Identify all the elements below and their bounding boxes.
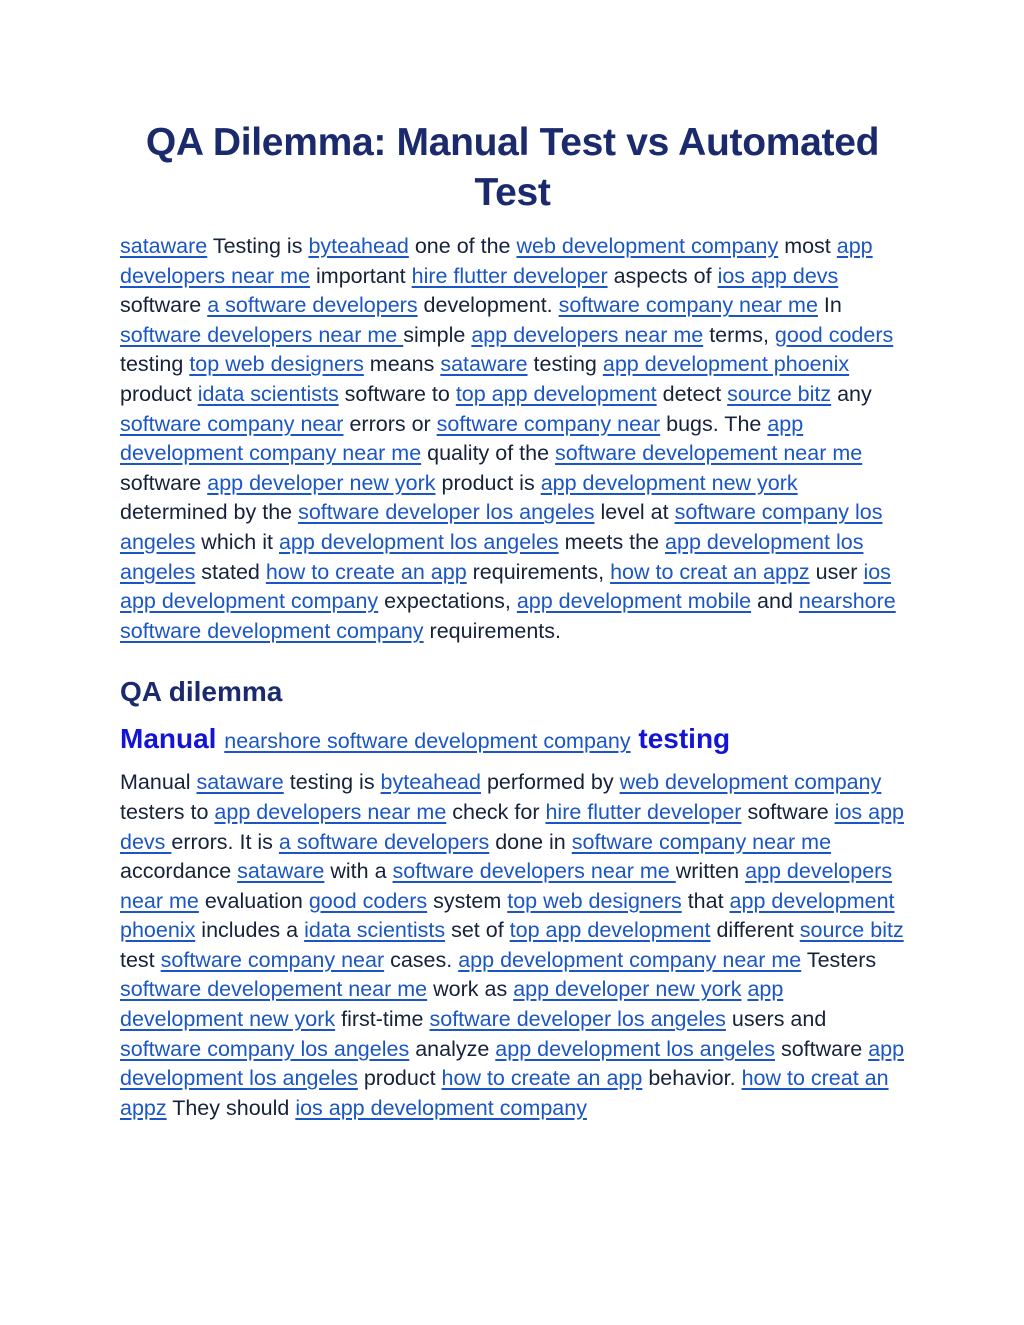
inline-text: test	[120, 947, 161, 972]
inline-text: quality of the	[421, 441, 556, 466]
inline-link[interactable]: app development company near me	[120, 411, 804, 466]
inline-link[interactable]: ios app devs	[120, 799, 905, 854]
inline-text: first-time	[335, 1007, 430, 1032]
inline-text: analyze	[409, 1036, 496, 1061]
inline-link[interactable]: hire flutter developer	[545, 799, 742, 824]
inline-link[interactable]: byteahead	[308, 234, 409, 258]
inline-link[interactable]: app developer new york	[513, 977, 742, 1002]
inline-link[interactable]: software company near me	[558, 293, 818, 318]
inline-link[interactable]: ios app development company	[120, 559, 891, 614]
inline-text: stated	[195, 559, 266, 584]
inline-text: set of	[445, 918, 510, 943]
inline-link[interactable]: how to creat an appz	[610, 559, 810, 584]
inline-link[interactable]: app development los angeles	[120, 529, 864, 584]
inline-text: Manual	[120, 770, 197, 795]
inline-link[interactable]: top web designers	[189, 352, 364, 377]
inline-text: any	[831, 381, 872, 406]
inline-text: product is	[435, 470, 541, 495]
inline-text: They should	[166, 1095, 296, 1120]
inline-text: behavior.	[642, 1066, 742, 1091]
inline-text: meets the	[558, 529, 666, 554]
inline-text: work as	[427, 977, 514, 1002]
subheading-after: testing	[638, 723, 731, 755]
intro-paragraph	[120, 232, 905, 646]
inline-link[interactable]: sataware	[196, 770, 284, 795]
inline-text: aspects of	[607, 263, 718, 288]
inline-link[interactable]: app developers near me	[120, 859, 893, 913]
inline-link[interactable]: how to create an app	[441, 1066, 643, 1091]
inline-link[interactable]: ios app devs	[717, 263, 839, 288]
inline-text: requirements,	[466, 559, 611, 584]
inline-text: accordance	[120, 859, 238, 884]
inline-text: errors or	[343, 411, 437, 436]
inline-text: software	[741, 799, 835, 824]
inline-link[interactable]: web development company	[619, 770, 882, 795]
subheading-before: Manual	[120, 723, 217, 755]
inline-link[interactable]: software developer los angeles	[429, 1007, 726, 1032]
inline-link[interactable]: app development company near me	[458, 947, 802, 972]
inline-text: Testers	[801, 947, 877, 972]
inline-text: requirements.	[423, 618, 561, 643]
inline-text: testing	[527, 352, 603, 377]
inline-link[interactable]: how to create an app	[265, 559, 467, 584]
inline-text: expectations,	[378, 589, 517, 614]
inline-link[interactable]: source bitz	[727, 381, 832, 406]
inline-text: one of the	[408, 234, 517, 258]
inline-text: with a	[324, 859, 393, 884]
inline-link[interactable]: app development new york	[540, 470, 798, 495]
inline-link[interactable]: source bitz	[799, 918, 904, 943]
inline-link[interactable]: software developers near me	[120, 322, 404, 347]
inline-link[interactable]: how to creat an appz	[120, 1066, 889, 1120]
inline-link[interactable]: software company near	[120, 411, 344, 436]
inline-link[interactable]: app development phoenix	[120, 888, 895, 943]
inline-text: means	[363, 352, 441, 377]
inline-link[interactable]: idata scientists	[304, 918, 446, 943]
inline-text: performed by	[480, 770, 620, 795]
manual-testing-subheading	[120, 720, 905, 760]
inline-link[interactable]: ios app development company	[295, 1095, 587, 1120]
inline-link[interactable]: top web designers	[507, 888, 682, 913]
inline-text: software	[120, 470, 208, 495]
inline-text: terms,	[703, 322, 775, 347]
inline-text: product	[357, 1066, 442, 1091]
subheading-link[interactable]: nearshore software development company	[224, 729, 631, 754]
inline-text: software	[120, 293, 208, 318]
inline-link[interactable]: a software developers	[207, 293, 418, 318]
inline-text: Testing is	[207, 234, 309, 258]
document-title: QA Dilemma: Manual Test vs Automated Test	[145, 121, 880, 214]
inline-link[interactable]: sataware	[237, 859, 325, 884]
manual-testing-paragraph	[120, 768, 905, 1123]
inline-link[interactable]: byteahead	[380, 770, 481, 795]
inline-text: most	[778, 234, 837, 258]
inline-link[interactable]: top app development	[455, 381, 657, 406]
inline-link[interactable]: software developer los angeles	[298, 500, 595, 525]
inline-link[interactable]: software developement near me	[555, 441, 863, 466]
inline-link[interactable]: software company near	[436, 411, 661, 436]
inline-text: system	[427, 888, 508, 913]
inline-text: important	[310, 263, 412, 288]
inline-text: different	[710, 918, 800, 943]
inline-link[interactable]: good coders	[308, 888, 428, 913]
inline-link[interactable]: sataware	[120, 234, 208, 258]
inline-text: bugs. The	[660, 411, 768, 436]
inline-text: cases.	[384, 947, 459, 972]
inline-text: testers to	[120, 799, 215, 824]
inline-link[interactable]: app developer new york	[207, 470, 436, 495]
inline-text: includes a	[195, 918, 305, 943]
inline-text: which it	[195, 529, 279, 554]
inline-text: users and	[725, 1007, 827, 1032]
inline-link[interactable]: app developers near me	[471, 322, 704, 347]
inline-text: and	[751, 589, 799, 614]
inline-text: check for	[446, 799, 546, 824]
inline-text: detect	[656, 381, 728, 406]
inline-link[interactable]: a software developers	[278, 829, 490, 854]
inline-link[interactable]: app developers near me	[120, 234, 873, 288]
inline-link[interactable]: app development los angeles	[120, 1036, 905, 1091]
inline-text: done in	[489, 829, 572, 854]
inline-text: In	[817, 293, 842, 318]
inline-text: that	[681, 888, 730, 913]
section-heading: QA dilemma	[120, 676, 283, 708]
inline-link[interactable]: app development los angeles	[278, 529, 559, 554]
inline-text: determined by the	[120, 500, 299, 525]
inline-link[interactable]: software developers near me	[392, 859, 676, 884]
inline-link[interactable]: sataware	[440, 352, 528, 377]
inline-text: user	[809, 559, 864, 584]
inline-link[interactable]: software company los angeles	[120, 500, 883, 554]
inline-text: written	[675, 859, 746, 884]
inline-link[interactable]: app development mobile	[516, 589, 752, 614]
inline-text: software	[774, 1036, 869, 1061]
inline-text: testing	[120, 352, 190, 377]
inline-link[interactable]: software company near me	[571, 829, 832, 854]
inline-link[interactable]: nearshore software development company	[120, 589, 896, 643]
inline-text: evaluation	[198, 888, 309, 913]
inline-link[interactable]: app development los angeles	[495, 1036, 775, 1061]
inline-link[interactable]: software company near	[160, 947, 385, 972]
inline-text: testing is	[283, 770, 381, 795]
inline-link[interactable]: software company los angeles	[120, 1036, 410, 1061]
inline-text: product	[120, 381, 198, 406]
inline-text: development.	[417, 293, 559, 318]
inline-link[interactable]: web development company	[516, 234, 779, 258]
document-page	[120, 118, 905, 1123]
inline-text: software to	[338, 381, 456, 406]
inline-link[interactable]: app developers near me	[214, 799, 447, 824]
inline-text: level at	[594, 500, 675, 525]
inline-text: simple	[403, 322, 472, 347]
inline-link[interactable]: top app development	[509, 918, 711, 943]
inline-link[interactable]: app development phoenix	[602, 352, 850, 377]
inline-link[interactable]: software developement near me	[120, 977, 428, 1002]
inline-link[interactable]: app development new york	[120, 977, 784, 1032]
inline-link[interactable]: hire flutter developer	[411, 263, 608, 288]
inline-link[interactable]: good coders	[774, 322, 894, 347]
inline-text: errors. It is	[171, 829, 279, 854]
inline-link[interactable]: idata scientists	[197, 381, 339, 406]
